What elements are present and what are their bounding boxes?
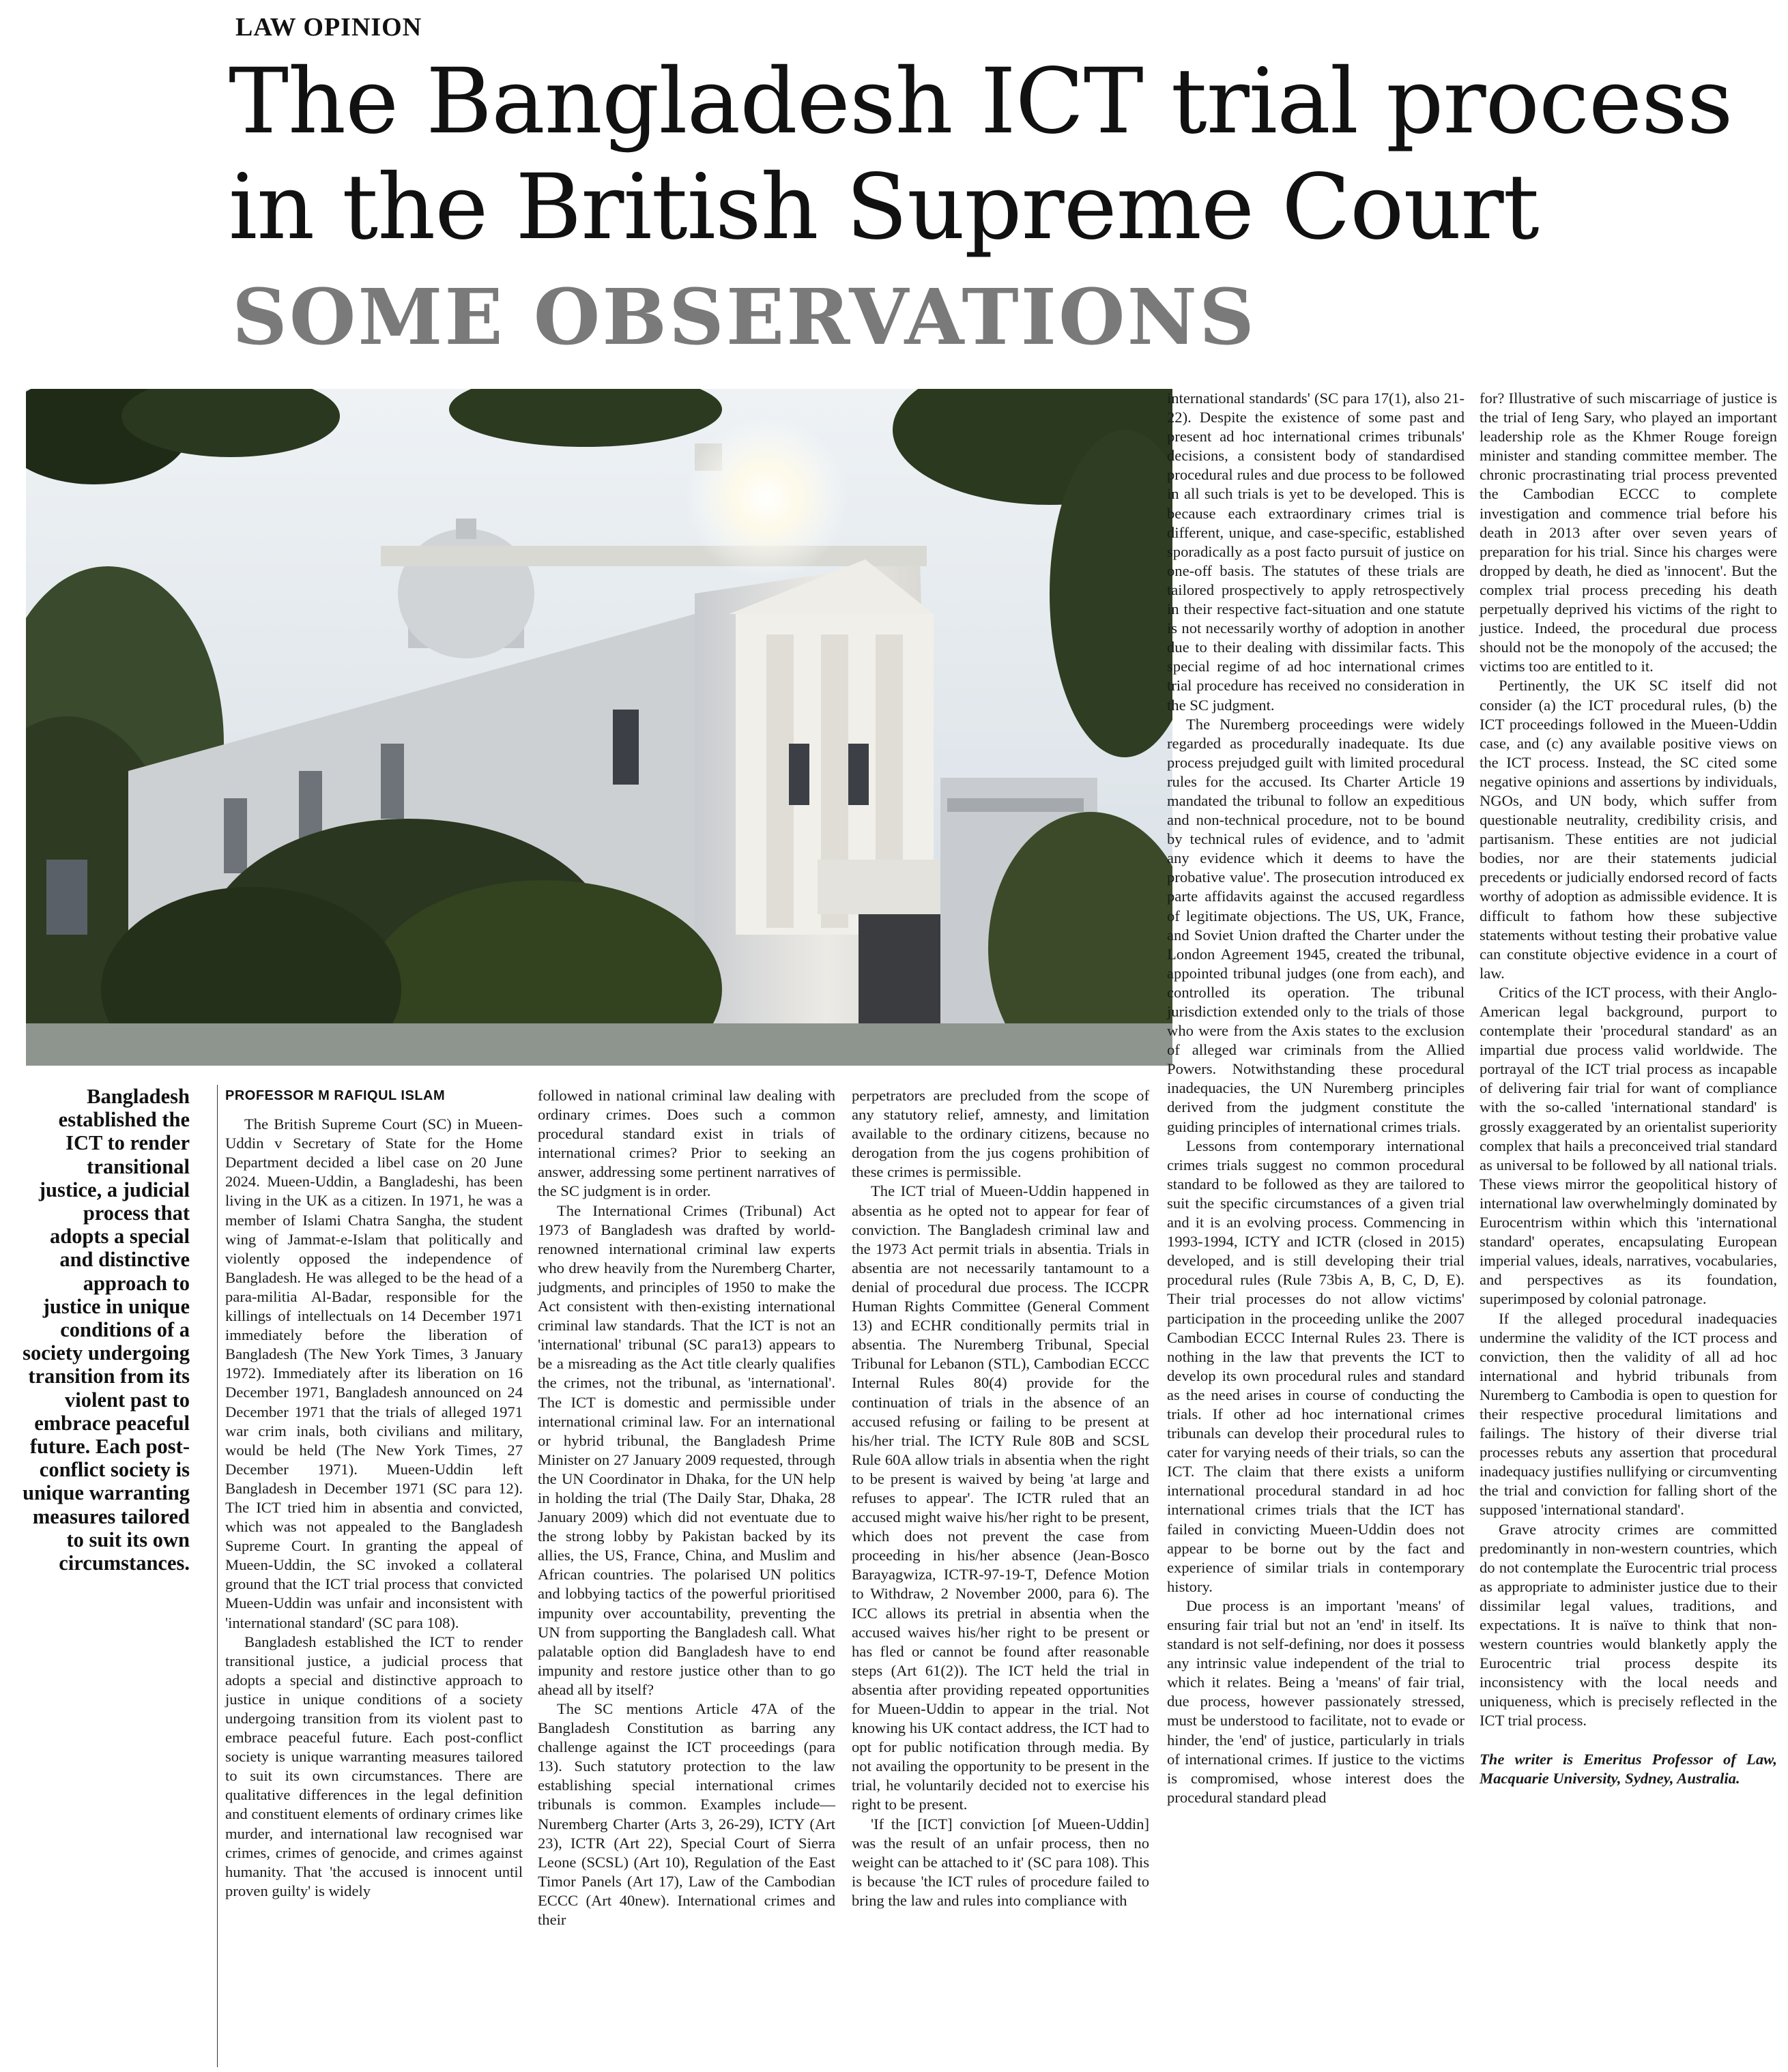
column-divider (217, 1085, 218, 2067)
article-column-2 (538, 1086, 835, 1929)
author-note: The writer is Emeritus Professor of Law, Macquarie University, Sydney, Australia. (1480, 1750, 1777, 1787)
paragraph: The ICT trial of Mueen-Uddin happened in absentia as he opted not to appear for fear of conviction. The Bangladesh criminal law and the 1973 Act permit trials in absentia. Trials in absentia are not necessarily tantamount to a denial of procedural due process. The ICCPR Human Rights Committee (General Comment 13) and ECHR conditionally permits trial in absentia. The Nuremberg Tribunal, Special Tribunal for Lebanon (STL), Cambodian ECCC Internal Rules 80(4) provide for the continuation of trials in the absence of an accused refusing or failing to be present at his/her trial. The ICTY Rule 80B and SCSL Rule 60A allow trials in absentia when the right to be present is waived by being 'at large and refuses to appear'. The ICTR ruled that an accused might waive his/her right to be present, which does not prevent the case from proceeding in his/her absence (Jean-Bosco Barayagwiza, ICTR-97-19-T, Defence Motion to Withdraw, 2 November 2000, para 6). The ICC allows its pretrial in absentia when the accused waives his/her right to be present or has fled or cannot be found after reasonable steps (Art 61(2)). The ICT held the trial in absentia after providing repeated opportunities for Mueen-Uddin to appear in the trial. Not knowing his UK contact address, the ICT had to opt for public notification through media. By not availing the opportunity to be present in the trial, he voluntarily decided not to exercise his right to be present. (852, 1182, 1149, 1813)
paragraph: Critics of the ICT process, with their Anglo-American legal background, purport to contemplate their 'procedural standard' as an impartial due process valid worldwide. The portrayal of the ICT trial process as incapable of delivering fair trial for want of compliance with the so-called 'international standard' is grossly exaggerated by an orientalist superiority complex that hails a preconceived trial standard as universal to be followed by all national trials. These views mirror the geopolitical history of international law overwhelmingly dominated by Eurocentrism within which this 'international standard' operates, encapsulating European imperial values, ideals, narratives, vocabularies, and perspectives as its foundation, superimposed by colonial patronage. (1480, 983, 1777, 1308)
paragraph: for? Illustrative of such miscarriage of justice is the trial of Ieng Sary, who played an important leadership role as the Khmer Rouge foreign minister and standing committee member. The chronic procrastinating trial process prevented the Cambodian ECCC to complete investigation and commence trial before his death in 2013 after over seven years of preparation for his trial. Since his charges were dropped by death, he died as 'innocent'. But the complex trial process preceding his death perpetually deprived his victims of the right to justice. Indeed, the procedural due process should not be the monopoly of the accused; the victims too are entitled to it. (1480, 390, 1777, 675)
byline: PROFESSOR M RAFIQUL ISLAM (225, 1088, 446, 1103)
building-photo (26, 389, 1172, 1066)
paragraph: followed in national criminal law dealing with ordinary crimes. Does such a common procedural standard exist in trials of international crimes? Prior to seeking an answer, addressing some pertinent narratives of the SC judgment is in order. (538, 1087, 835, 1200)
paragraph: Bangladesh established the ICT to render transitional justice, a judicial process that adopts a special and distinctive approach to justice in unique conditions of a society undergoing transition from its violent past to embrace peaceful future. Each post-conflict society is unique warranting measures tailored to suit its own circumstances. There are qualitative differences in the legal definition and constituent elements of ordinary crimes like murder, and international law recognised war crimes, crimes of genocide, and crimes against humanity. That 'the accused is innocent until proven guilty' is widely (225, 1633, 523, 1899)
article-column-4 (1167, 389, 1465, 1807)
paragraph: 'If the [ICT] conviction [of Mueen-Uddin] was the result of an unfair process, then no weight can be attached to it' (SC para 108). This is because 'the ICT rules of procedure failed to bring the law and rules into compliance with (852, 1815, 1149, 1909)
paragraph: The International Crimes (Tribunal) Act 1973 of Bangladesh was drafted by world-renowned international criminal law experts who drew heavily from the Nuremberg Charter, judgments, and principles of 1950 to make the Act consistent with then-existing international criminal law standards. That the ICT is not an 'international' tribunal (SC para13) appears to be a misreading as the Act title clearly qualifies the crimes, not the tribunal, as 'international'. The ICT is domestic and permissible under international criminal law. For an international or hybrid tribunal, the Bangladesh Prime Minister on 27 January 2009 requested, through the UN Coordinator in Dhaka, for the UN help in holding the trial (The Daily Star, Dhaka, 28 January 2009) which did not eventuate due to the strong lobby by Pakistan backed by its allies, the US, France, China, and Muslim and African countries. The polarised UN politics and lobbying tactics of the powerful prioritised impunity over accountability, preventing the UN from supporting the Bangladesh call. What palatable option did Bangladesh have to end impunity and restore justice other than to go ahead all by itself? (538, 1201, 835, 1698)
paragraph: The SC mentions Article 47A of the Bangladesh Constitution as barring any challenge against the ICT proceedings (para 13). Such statutory protection to the law establishing special international crimes tribunals is common. Examples include—Nuremberg Charter (Arts 3, 26-29), ICTY (Art 23), ICTR (Art 22), Special Court of Sierra Leone (SCSL) (Art 10), Regulation of the East Timor Panels (Art 17), Law of the Cambodian ECCC (Art 40new). International crimes and their (538, 1700, 835, 1929)
paragraph: Lessons from contemporary international crimes trials suggest no common procedural standard to be followed as they are tailored to suit the specific circumstances of a given trial and it is an evolving process. Commencing in 1993-1994, ICTY and ICTR (closed in 2015) developed, and is still developing their trial procedural rules (Rule 73bis A, B, C, D, E). Their trial processes do not allow victims' participation in the proceeding unlike the 2007 Cambodian ECCC Internal Rules 23. There is nothing in the law that prevents the ICT to develop its own procedural rules and standard as the need arises in course of conducting the trials. If other ad hoc international crimes tribunals can develop their procedural rules to cater for varying needs of their trials, so can the ICT. The claim that there exists a uniform international procedural standard in ad hoc international crimes trials that the ICT has failed in convicting Mueen-Uddin does not appear to be borne out by the fact and experience of similar trials in contemporary history. (1167, 1137, 1465, 1595)
paragraph: If the alleged procedural inadequacies undermine the validity of the ICT process and conviction, then the validity of all ad hoc international and hybrid tribunals from Nuremberg to Cambodia is open to question for their respective procedural limitations and failings. The history of their diverse trial processes rebuts any assertion that procedural inadequacy justifies nullifying or circumventing the trial and conviction for falling short of the supposed 'international standard'. (1480, 1309, 1777, 1519)
paragraph: The Nuremberg proceedings were widely regarded as procedurally inadequate. Its due process prejudged guilt with limited procedural rules for the accused. Its Charter Article 19 mandated the tribunal to follow an expeditious and non-technical procedure, not to be bound by technical rules of evidence, and to 'admit any evidence which it deems to have the probative value'. The prosecution introduced ex parte affidavits against the accused regardless of legitimate objections. The US, UK, France, and Soviet Union drafted the Charter under the London Agreement 1945, created the tribunal, appointed tribunal judges (one from each), and controlled its operation. The tribunal jurisdiction extended only to the trials of those who were from the Axis states to the exclusion of alleged war criminals from the Allied Powers. Notwithstanding these procedural inadequacies, the UN Nuremberg principles derived from the judgment constitute the guiding principles of international crimes trials. (1167, 715, 1465, 1135)
paragraph: Pertinently, the UK SC itself did not consider (a) the ICT procedural rules, (b) the ICT proceedings followed in the Mueen-Uddin case, and (c) any available positive views on the ICT process. Instead, the SC cited some negative opinions and assertions by individuals, NGOs, and UN body, which suffer from questionable neutrality, credibility crisis, and partisanism. These entities are not judicial bodies, nor are their statements judicial precedents or judicially endorsed record of facts worthy of adoption as admissible evidence. It is difficult to fathom how these subjective statements without testing their probative value can constitute objective evidence in a court of law. (1480, 677, 1777, 982)
paragraph: perpetrators are precluded from the scope of any statutory relief, amnesty, and limitation available to the ordinary citizens, because no derogation from the jus cogens prohibition of these crimes is permissible. (852, 1087, 1149, 1181)
section-label: LAW OPINION (235, 13, 422, 42)
article-column-5 (1480, 389, 1777, 1788)
paragraph: Grave atrocity crimes are committed predominantly in non-western countries, which do not contemplate the Eurocentric trial process as appropriate to administer justice due to their dissimilar legal values, traditions, and expectations. It is naïve to think that non-western countries would blanketly apply the Eurocentric trial process despite its inconsistency with the local needs and uniqueness, which is precisely reflected in the ICT trial process. (1480, 1520, 1777, 1730)
pull-quote: Bangladesh established the ICT to render transitional justice, a judicial process that adopts a special and distinctive approach to justice in unique conditions of a society undergoing transition from its violent past to embrace peaceful future. Each post-conflict society is unique warranting measures tailored to suit its own circumstances. (23, 1085, 190, 1575)
headline: The Bangladesh ICT trial process in the British Supreme Court (229, 49, 1733, 260)
article-column-3 (852, 1086, 1149, 1910)
paragraph: The British Supreme Court (SC) in Mueen-Uddin v Secretary of State for the Home Department decided a libel case on 20 June 2024. Mueen-Uddin, a Bangladeshi, has been living in the UK as a citizen. In 1971, he was a member of Islami Chatra Sangha, the student wing of Jammat-e-Islam that politically and violently opposed the independence of Bangladesh. He was alleged to be the head of a para-militia Al-Badar, responsible for the killings of intellectuals on 14 December 1971 immediately before the liberation of Bangladesh (The New York Times, 3 January 1972). Immediately after its liberation on 16 December 1971, Bangladesh announced on 24 December 1971 that the trials of alleged 1971 war crim inals, both civilians and military, would be held (The New York Times, 27 December 1971). Mueen-Uddin left Bangladesh in December 1971 (SC para 12). The ICT tried him in absentia and convicted, which was not appealed to the Bangladesh Supreme Court. In granting the appeal of Mueen-Uddin, the SC invoked a collateral ground that the ICT trial process that convicted Mueen-Uddin was unfair and inconsistent with 'international standard' (SC para 108). (225, 1115, 523, 1631)
article-column-1 (225, 1086, 523, 1901)
building-illustration (26, 389, 1172, 1066)
paragraph: Due process is an important 'means' of ensuring fair trial but not an 'end' in itself. Its standard is not self-defining, nor does it possess any intrinsic value independent of the trial to which it relates. Being a 'means' of fair trial, due process, however passionately stressed, must be understood to facilitate, not to evade or hinder, the 'end' of justice, particularly in trials of international crimes. If justice to the victims is compromised, whose interest does the procedural standard plead (1167, 1596, 1465, 1806)
subhead: SOME OBSERVATIONS (232, 273, 1256, 362)
paragraph: international standards' (SC para 17(1), also 21-22). Despite the existence of some past and present ad hoc international crimes tribunals' decisions, a consistent body of standardised procedural rules and due process to be followed in all such trials is yet to be developed. This is because each extraordinary crimes trial is different, unique, and case-specific, established sporadically as a post facto pursuit of justice on one-off basis. The statutes of these trials are tailored prospectively to apply retrospectively in their respective fact-situation and one statute is not necessarily worthy of adoption in another due to their dealing with dissimilar facts. This special regime of ad hoc international crimes trial procedure has received no consideration in the SC judgment. (1167, 390, 1465, 714)
